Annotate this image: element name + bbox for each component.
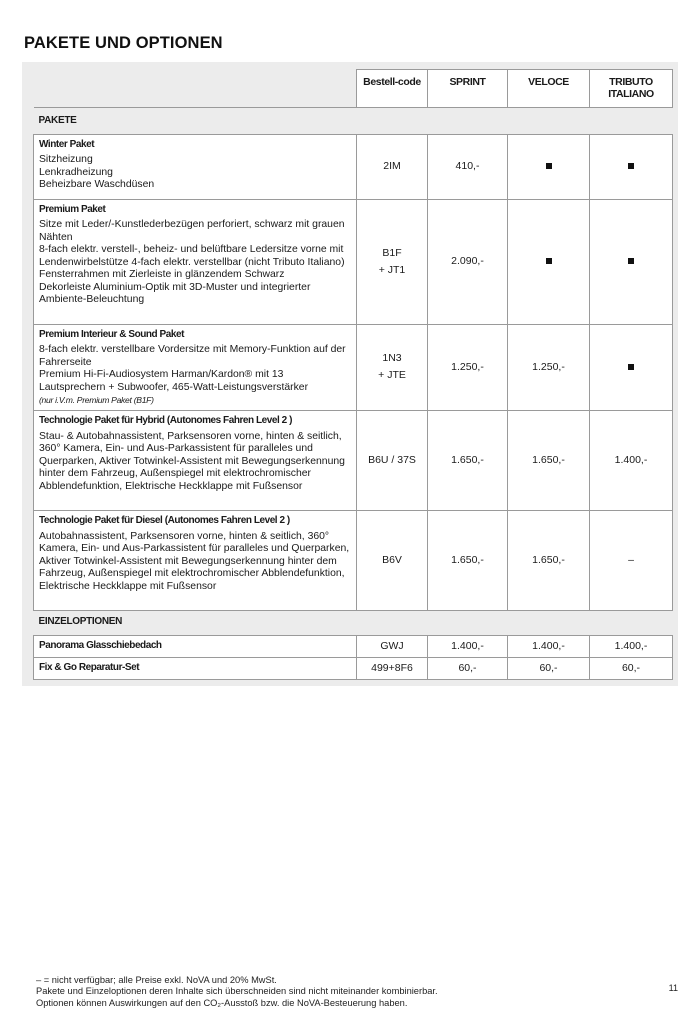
price-sprint: 2.090,- — [428, 199, 508, 324]
package-row — [34, 199, 673, 324]
price-sprint: 1.400,- — [428, 635, 508, 657]
order-code-part: + JTE — [378, 369, 406, 382]
price-tributo — [590, 199, 673, 324]
package-description — [34, 511, 357, 611]
header-empty-cell — [34, 70, 357, 108]
section-title-einzeloptionen: EINZELOPTIONEN — [34, 611, 673, 636]
options-table — [33, 69, 673, 680]
price-veloce — [508, 134, 590, 199]
price-sprint: 60,- — [428, 657, 508, 679]
order-code — [357, 199, 428, 324]
package-row — [34, 411, 673, 511]
package-row — [34, 324, 673, 411]
package-feature: Sitze mit Leder/-Kunstlederbezügen perforiert, schwarz mit grauen Nähten — [39, 219, 345, 243]
price-veloce: 1.250,- — [508, 324, 590, 411]
price-veloce: 60,- — [508, 657, 590, 679]
package-feature: Premium Hi-Fi-Audiosystem Harman/Kardon® mit 13 Lautsprechern + Subwoofer, 465-Watt-Leistungsverstärker — [39, 369, 309, 393]
package-row — [34, 511, 673, 611]
price-sprint: 1.650,- — [428, 511, 508, 611]
price-veloce: 1.400,- — [508, 635, 590, 657]
package-description — [34, 411, 357, 511]
order-code-part: + JT1 — [378, 263, 406, 276]
order-code — [357, 411, 428, 511]
order-code-part: B1F — [382, 246, 402, 259]
package-feature: Beheizbare Waschdüsen — [39, 179, 155, 191]
section-title-pakete: PAKETE — [34, 108, 673, 135]
order-code — [357, 134, 428, 199]
package-note: (nur i.V.m. Premium Paket (B1F) — [39, 395, 154, 406]
footnotes — [36, 975, 438, 1009]
package-row — [34, 134, 673, 199]
price-veloce: 1.650,- — [508, 411, 590, 511]
package-name: Winter Paket — [39, 138, 95, 150]
package-description — [34, 324, 357, 411]
option-name: Panorama Glasschiebedach — [34, 635, 357, 657]
footnote-legend: – = nicht verfügbar; alle Preise exkl. NoVA und 20% MwSt. — [36, 975, 277, 985]
package-feature: 8-fach elektr. verstell-, beheiz- und belüftbare Ledersitze vorne mit Lendenwirbelstütze 4-fach elektr. verstellbar (nicht Tributo Italiano) — [39, 244, 345, 268]
price-tributo: 1.400,- — [590, 411, 673, 511]
standard-equipment-icon — [628, 258, 634, 264]
price-veloce — [508, 199, 590, 324]
package-name: Technologie Paket für Diesel (Autonomes Fahren Level 2 ) — [39, 515, 290, 527]
package-name: Premium Paket — [39, 203, 106, 215]
column-header-tributo: TRIBUTO ITALIANO — [590, 70, 673, 108]
package-name: Premium Interieur & Sound Paket — [39, 328, 184, 340]
package-feature: Stau- & Autobahnassistent, Parksensoren vorne, hinten & seitlich, 360° Kamera, Ein- und Aus-Parkassistent für paralleles und Querparken, Aktiver Totwinkel-Assistent mit Bewegungserkennung hinter dem Fahrzeug, Außenspiegel mit elektrochromischer Abblendefunktion, Elektrische Heckklappe mit Fußsensor — [39, 430, 345, 492]
price-sprint: 1.250,- — [428, 324, 508, 411]
package-feature: 8-fach elektr. verstellbare Vordersitze mit Memory-Funktion auf der Fahrerseite — [39, 344, 346, 368]
price-sprint: 1.650,- — [428, 411, 508, 511]
standard-equipment-icon — [546, 258, 552, 264]
order-code — [357, 324, 428, 411]
price-tributo — [590, 324, 673, 411]
standard-equipment-icon — [546, 163, 552, 169]
table-header-row — [34, 70, 673, 108]
option-name: Fix & Go Reparatur-Set — [34, 657, 357, 679]
option-row — [34, 657, 673, 679]
standard-equipment-icon — [628, 364, 634, 370]
page-title: PAKETE UND OPTIONEN — [24, 34, 223, 52]
package-feature: Autobahnassistent, Parksensoren vorne, hinten & seitlich, 360° Kamera, Ein- und Aus-Parkassistent für paralleles und Querparken, Aktiver Totwinkel-Assistent mit Bewegungserkennung hinter dem Fahrzeug, Außenspiegel mit elektrochromischer Abblendefunktion, Elektrische Heckklappe mit Fußsensor — [39, 530, 350, 592]
package-name: Technologie Paket für Hybrid (Autonomes Fahren Level 2 ) — [39, 415, 292, 427]
section-row-pakete — [34, 108, 673, 135]
column-header-veloce: VELOCE — [508, 70, 590, 108]
order-code-part: 1N3 — [382, 352, 402, 365]
price-sprint: 410,- — [428, 134, 508, 199]
package-feature: Sitzheizung — [39, 154, 93, 166]
order-code-part: B6V — [382, 554, 402, 567]
option-row — [34, 635, 673, 657]
price-tributo: 60,- — [590, 657, 673, 679]
package-description — [34, 134, 357, 199]
standard-equipment-icon — [628, 163, 634, 169]
order-code: 499+8F6 — [357, 657, 428, 679]
price-veloce: 1.650,- — [508, 511, 590, 611]
section-row-einzeloptionen — [34, 611, 673, 636]
order-code — [357, 511, 428, 611]
price-tributo — [590, 134, 673, 199]
column-header-code: Bestell-code — [357, 70, 428, 108]
footnote-combination: Pakete und Einzeloptionen deren Inhalte sich überschneiden sind nicht miteinander kombinierbar. — [36, 986, 438, 997]
package-description — [34, 199, 357, 324]
packages-body — [34, 134, 673, 611]
package-feature: Fensterrahmen mit Zierleiste in glänzendem Schwarz — [39, 269, 285, 281]
price-tributo: 1.400,- — [590, 635, 673, 657]
order-code-part: B6U / 37S — [368, 454, 416, 467]
page-number: 11 — [668, 983, 678, 993]
package-feature: Dekorleiste Aluminium-Optik mit 3D-Muster und integrierter Ambiente-Beleuchtung — [39, 281, 311, 306]
order-code: GWJ — [357, 635, 428, 657]
package-feature: Lenkradheizung — [39, 166, 113, 178]
price-tributo: – — [590, 511, 673, 611]
column-header-sprint: SPRINT — [428, 70, 508, 108]
footnote-co2: Optionen können Auswirkungen auf den CO₂-Ausstoß bzw. die NoVA-Besteuerung haben. — [36, 997, 408, 1008]
order-code-part: 2IM — [383, 160, 401, 173]
options-body — [34, 635, 673, 679]
